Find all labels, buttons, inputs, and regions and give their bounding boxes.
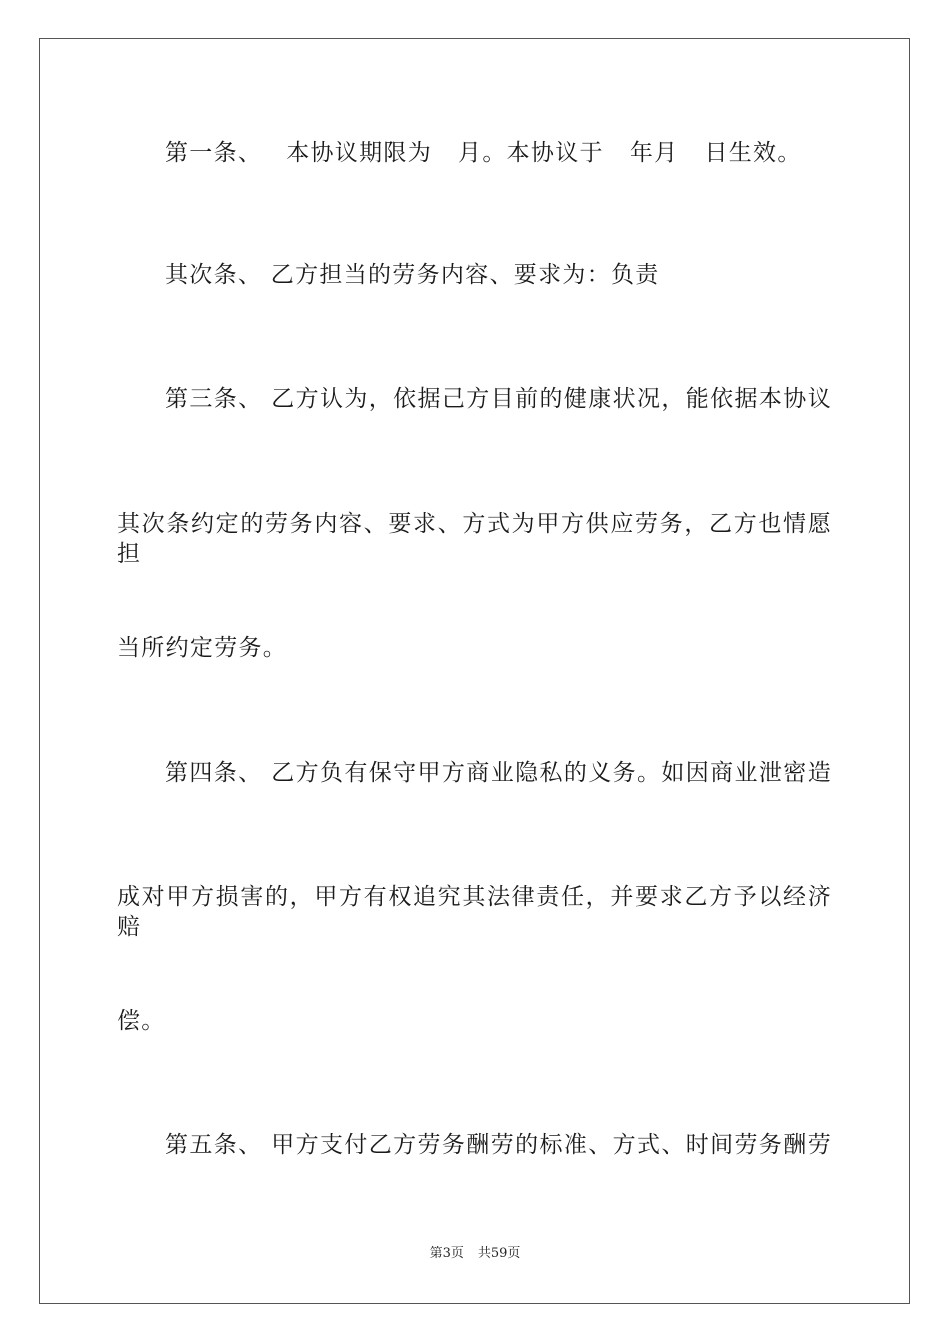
clause-1-year-month: 年月 [629, 140, 679, 166]
clause-4-line-1: 第四条、 乙方负有保守甲方商业隐私的义务。如因商业泄密造 [165, 760, 832, 786]
clause-3-line-3: 当所约定劳务。 [117, 635, 288, 661]
clause-1-day: 日生效。 [704, 140, 802, 166]
clause-1-number: 第一条、 [165, 140, 263, 166]
clause-1-line [165, 138, 832, 168]
clause-2-line: 其次条、 乙方担当的劳务内容、要求为：负责 [165, 262, 660, 288]
clause-4-line-3: 偿。 [117, 1008, 166, 1034]
clause-5-line-1: 第五条、 甲方支付乙方劳务酬劳的标准、方式、时间劳务酬劳 [165, 1132, 832, 1158]
clause-1-effective: 月。本协议于 [458, 140, 604, 166]
clause-1-term: 本协议期限为 [286, 140, 433, 166]
page-frame [39, 38, 910, 1304]
clause-3-line-2: 其次条约定的劳务内容、要求、方式为甲方供应劳务，乙方也情愿担 [117, 511, 832, 567]
page-footer [0, 1245, 950, 1263]
clause-4-line-2: 成对甲方损害的，甲方有权追究其法律责任，并要求乙方予以经济赔 [117, 884, 832, 940]
page-total: 共59页 [477, 1246, 521, 1261]
clause-3-line-1: 第三条、 乙方认为，依据己方目前的健康状况，能依据本协议 [165, 386, 832, 412]
page-number: 第3页 [429, 1246, 464, 1261]
